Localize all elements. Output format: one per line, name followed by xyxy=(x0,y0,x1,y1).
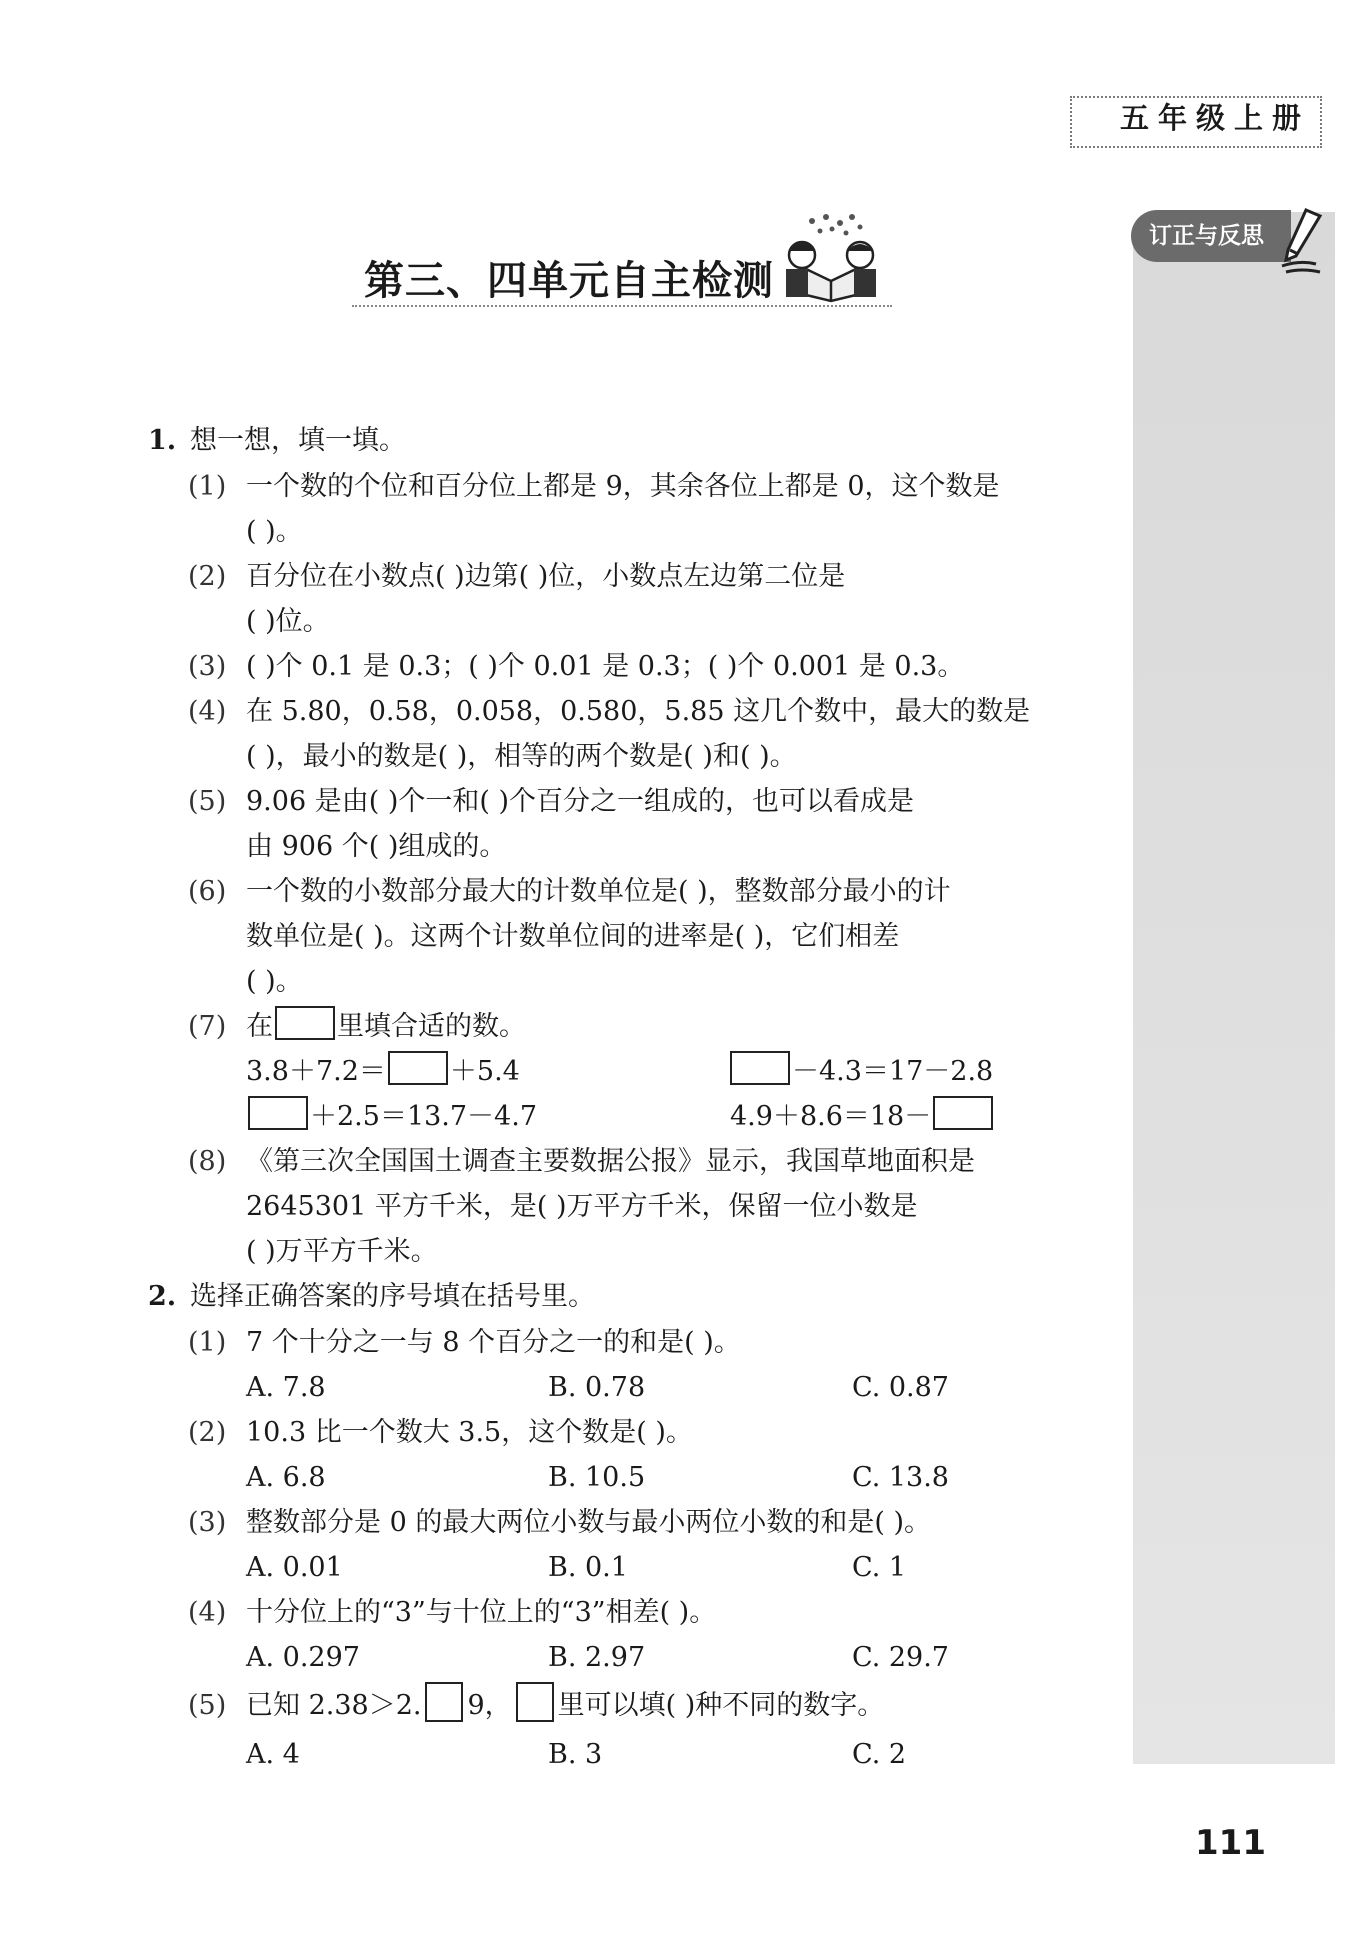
q7-pre: 在 xyxy=(246,1011,273,1042)
q2-options xyxy=(148,1635,1098,1680)
item-text: 10.3 比一个数大 3.5，这个数是( )。 xyxy=(246,1417,693,1448)
answer-box[interactable] xyxy=(730,1051,790,1085)
sub-label: (5) xyxy=(188,786,227,817)
question-number: 2. xyxy=(148,1281,177,1312)
page-number: 111 xyxy=(1195,1823,1266,1863)
title-underline xyxy=(352,305,892,307)
question-2-heading xyxy=(148,1274,1098,1320)
line-text: ( )。 xyxy=(246,966,303,997)
equation-a xyxy=(246,1049,520,1094)
option-c[interactable]: C. 0.87 xyxy=(852,1372,949,1403)
option-a[interactable]: A. 0.297 xyxy=(246,1642,360,1673)
q1-line xyxy=(148,734,1098,779)
sub-label: (6) xyxy=(188,876,227,907)
correction-sidebar xyxy=(1133,212,1335,1764)
option-c[interactable]: C. 29.7 xyxy=(852,1642,949,1673)
q1-7-instruction xyxy=(148,1004,1098,1049)
question-number: 1. xyxy=(148,425,177,456)
q1-7-text xyxy=(246,1004,526,1049)
option-b[interactable]: B. 3 xyxy=(548,1739,603,1770)
option-a[interactable]: A. 6.8 xyxy=(246,1462,326,1493)
option-b[interactable]: B. 0.78 xyxy=(548,1372,646,1403)
question-1-heading xyxy=(148,418,1098,464)
answer-box[interactable] xyxy=(425,1682,463,1722)
item-text xyxy=(246,1680,884,1732)
q5-post: 里可以填( )种不同的数字。 xyxy=(557,1690,885,1721)
q1-line xyxy=(148,1229,1098,1274)
line-text: 数单位是( )。这两个计数单位间的进率是( )，它们相差 xyxy=(246,921,900,952)
equation-right: ＋2.5＝13.7－4.7 xyxy=(310,1101,537,1132)
sub-label: (4) xyxy=(188,1597,227,1628)
answer-box[interactable] xyxy=(275,1006,335,1040)
q1-line xyxy=(148,509,1098,554)
q1-line xyxy=(148,1139,1098,1184)
grade-label: 五年级上册 xyxy=(1070,96,1322,148)
option-c[interactable]: C. 1 xyxy=(852,1552,907,1583)
page-title: 第三、四单元自主检测 xyxy=(364,257,774,304)
option-a[interactable]: A. 7.8 xyxy=(246,1372,326,1403)
q5-pre: 已知 2.38＞2. xyxy=(246,1690,422,1721)
line-text: 由 906 个( )组成的。 xyxy=(246,831,507,862)
sub-label: (7) xyxy=(188,1011,227,1042)
q2-item xyxy=(148,1590,1098,1635)
q1-line xyxy=(148,959,1098,1004)
reading-children-illustration xyxy=(772,211,890,303)
sub-label: (3) xyxy=(188,651,227,682)
worksheet-content xyxy=(148,418,1098,1777)
q1-7-row xyxy=(148,1049,1098,1094)
sub-label: (4) xyxy=(188,696,227,727)
sub-label: (8) xyxy=(188,1146,227,1177)
line-text: 《第三次全国国土调查主要数据公报》显示，我国草地面积是 xyxy=(246,1146,975,1177)
q1-line xyxy=(148,599,1098,644)
option-b[interactable]: B. 0.1 xyxy=(548,1552,628,1583)
line-text: ( )万平方千米。 xyxy=(246,1236,438,1267)
item-text: 整数部分是 0 的最大两位小数与最小两位小数的和是( )。 xyxy=(246,1507,931,1538)
equation-b xyxy=(728,1049,993,1094)
q1-line xyxy=(148,689,1098,734)
line-text: 一个数的个位和百分位上都是 9，其余各位上都是 0，这个数是 xyxy=(246,471,1000,502)
q2-item xyxy=(148,1680,1098,1732)
question-text: 想一想，填一填。 xyxy=(190,425,406,456)
line-text: ( )个 0.1 是 0.3；( )个 0.01 是 0.3；( )个 0.001 是 0.3。 xyxy=(246,651,965,682)
equation-left: 3.8＋7.2＝ xyxy=(246,1056,386,1087)
sidebar-tab-label: 订正与反思 xyxy=(1131,210,1291,262)
sub-label: (1) xyxy=(188,1327,227,1358)
item-text: 7 个十分之一与 8 个百分之一的和是( )。 xyxy=(246,1327,741,1358)
sub-label: (2) xyxy=(188,561,227,592)
option-c[interactable]: C. 2 xyxy=(852,1739,907,1770)
line-text: 在 5.80，0.58，0.058，0.580，5.85 这几个数中，最大的数是 xyxy=(246,696,1031,727)
option-b[interactable]: B. 2.97 xyxy=(548,1642,646,1673)
line-text: 一个数的小数部分最大的计数单位是( )，整数部分最小的计 xyxy=(246,876,951,907)
q2-options xyxy=(148,1365,1098,1410)
sub-label: (5) xyxy=(188,1690,227,1721)
q7-post: 里填合适的数。 xyxy=(337,1011,526,1042)
q1-line xyxy=(148,1184,1098,1229)
question-text: 选择正确答案的序号填在括号里。 xyxy=(190,1281,595,1312)
q2-options xyxy=(148,1455,1098,1500)
q2-item xyxy=(148,1410,1098,1455)
q2-item xyxy=(148,1320,1098,1365)
q5-mid: 9， xyxy=(467,1690,512,1721)
q2-options xyxy=(148,1545,1098,1590)
q1-7-row xyxy=(148,1094,1098,1139)
q1-line xyxy=(148,869,1098,914)
q1-line xyxy=(148,464,1098,509)
option-a[interactable]: A. 4 xyxy=(246,1739,300,1770)
q1-line xyxy=(148,779,1098,824)
line-text: 9.06 是由( )个一和( )个百分之一组成的，也可以看成是 xyxy=(246,786,914,817)
q2-options xyxy=(148,1732,1098,1777)
q1-line xyxy=(148,554,1098,599)
line-text: ( )。 xyxy=(246,516,303,547)
q2-item xyxy=(148,1500,1098,1545)
q1-line xyxy=(148,914,1098,959)
answer-box[interactable] xyxy=(388,1051,448,1085)
equation-right: －4.3＝17－2.8 xyxy=(792,1056,994,1087)
q1-line xyxy=(148,644,1098,689)
line-text: ( )位。 xyxy=(246,606,330,637)
equation-c xyxy=(246,1094,537,1139)
option-b[interactable]: B. 10.5 xyxy=(548,1462,646,1493)
q1-line xyxy=(148,824,1098,869)
line-text: 2645301 平方千米，是( )万平方千米，保留一位小数是 xyxy=(246,1191,918,1222)
equation-d xyxy=(730,1094,995,1139)
answer-box[interactable] xyxy=(933,1096,993,1130)
option-a[interactable]: A. 0.01 xyxy=(246,1552,343,1583)
answer-box[interactable] xyxy=(248,1096,308,1130)
sub-label: (2) xyxy=(188,1417,227,1448)
answer-box[interactable] xyxy=(516,1682,554,1722)
sub-label: (1) xyxy=(188,471,227,502)
equation-left: 4.9＋8.6＝18－ xyxy=(730,1101,932,1132)
item-text: 十分位上的“3”与十位上的“3”相差( )。 xyxy=(246,1597,717,1628)
line-text: ( )，最小的数是( )，相等的两个数是( )和( )。 xyxy=(246,741,797,772)
equation-right: ＋5.4 xyxy=(449,1056,520,1087)
option-c[interactable]: C. 13.8 xyxy=(852,1462,949,1493)
line-text: 百分位在小数点( )边第( )位，小数点左边第二位是 xyxy=(246,561,846,592)
title-block xyxy=(352,225,892,307)
pencil-icon xyxy=(1276,204,1324,276)
sub-label: (3) xyxy=(188,1507,227,1538)
